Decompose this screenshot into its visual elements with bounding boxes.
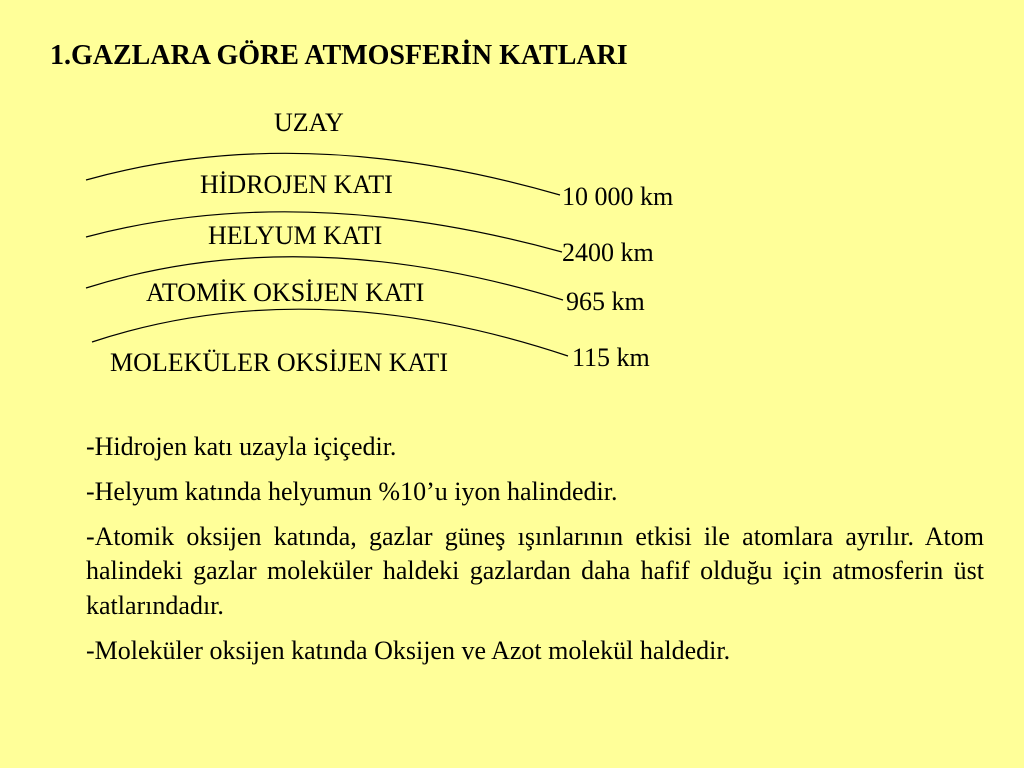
- space-label: UZAY: [274, 108, 344, 137]
- bullet-list: [86, 430, 984, 679]
- layer-name-helium: HELYUM KATI: [208, 221, 383, 250]
- slide-title: 1.GAZLARA GÖRE ATMOSFERİN KATLARI: [50, 40, 628, 71]
- layer-name-hydrogen: HİDROJEN KATI: [200, 170, 393, 199]
- bullet-item: -Atomik oksijen katında, gazlar güneş ışınlarının etkisi ile atomlara ayrılır. Atom halindeki gazlar moleküler haldeki gazlardan daha hafif olduğu için atmosferin üst katlarındadır.: [86, 521, 984, 621]
- layer-altitude-helium: 2400 km: [562, 238, 654, 267]
- bullet-item: -Hidrojen katı uzayla içiçedir.: [86, 432, 397, 461]
- layer-altitude-hydrogen: 10 000 km: [562, 182, 674, 211]
- bullet-item: -Helyum katında helyumun %10’u iyon halindedir.: [86, 476, 618, 506]
- layer-name-atomic-oxygen: ATOMİK OKSİJEN KATI: [146, 278, 425, 307]
- layer-altitude-molecular-oxygen: 115 km: [572, 343, 650, 372]
- layer-altitude-atomic-oxygen: 965 km: [566, 287, 645, 316]
- layer-name-molecular-oxygen: MOLEKÜLER OKSİJEN KATI: [110, 348, 448, 377]
- bullet-item: -Moleküler oksijen katında Oksijen ve Azot molekül haldedir.: [86, 636, 731, 666]
